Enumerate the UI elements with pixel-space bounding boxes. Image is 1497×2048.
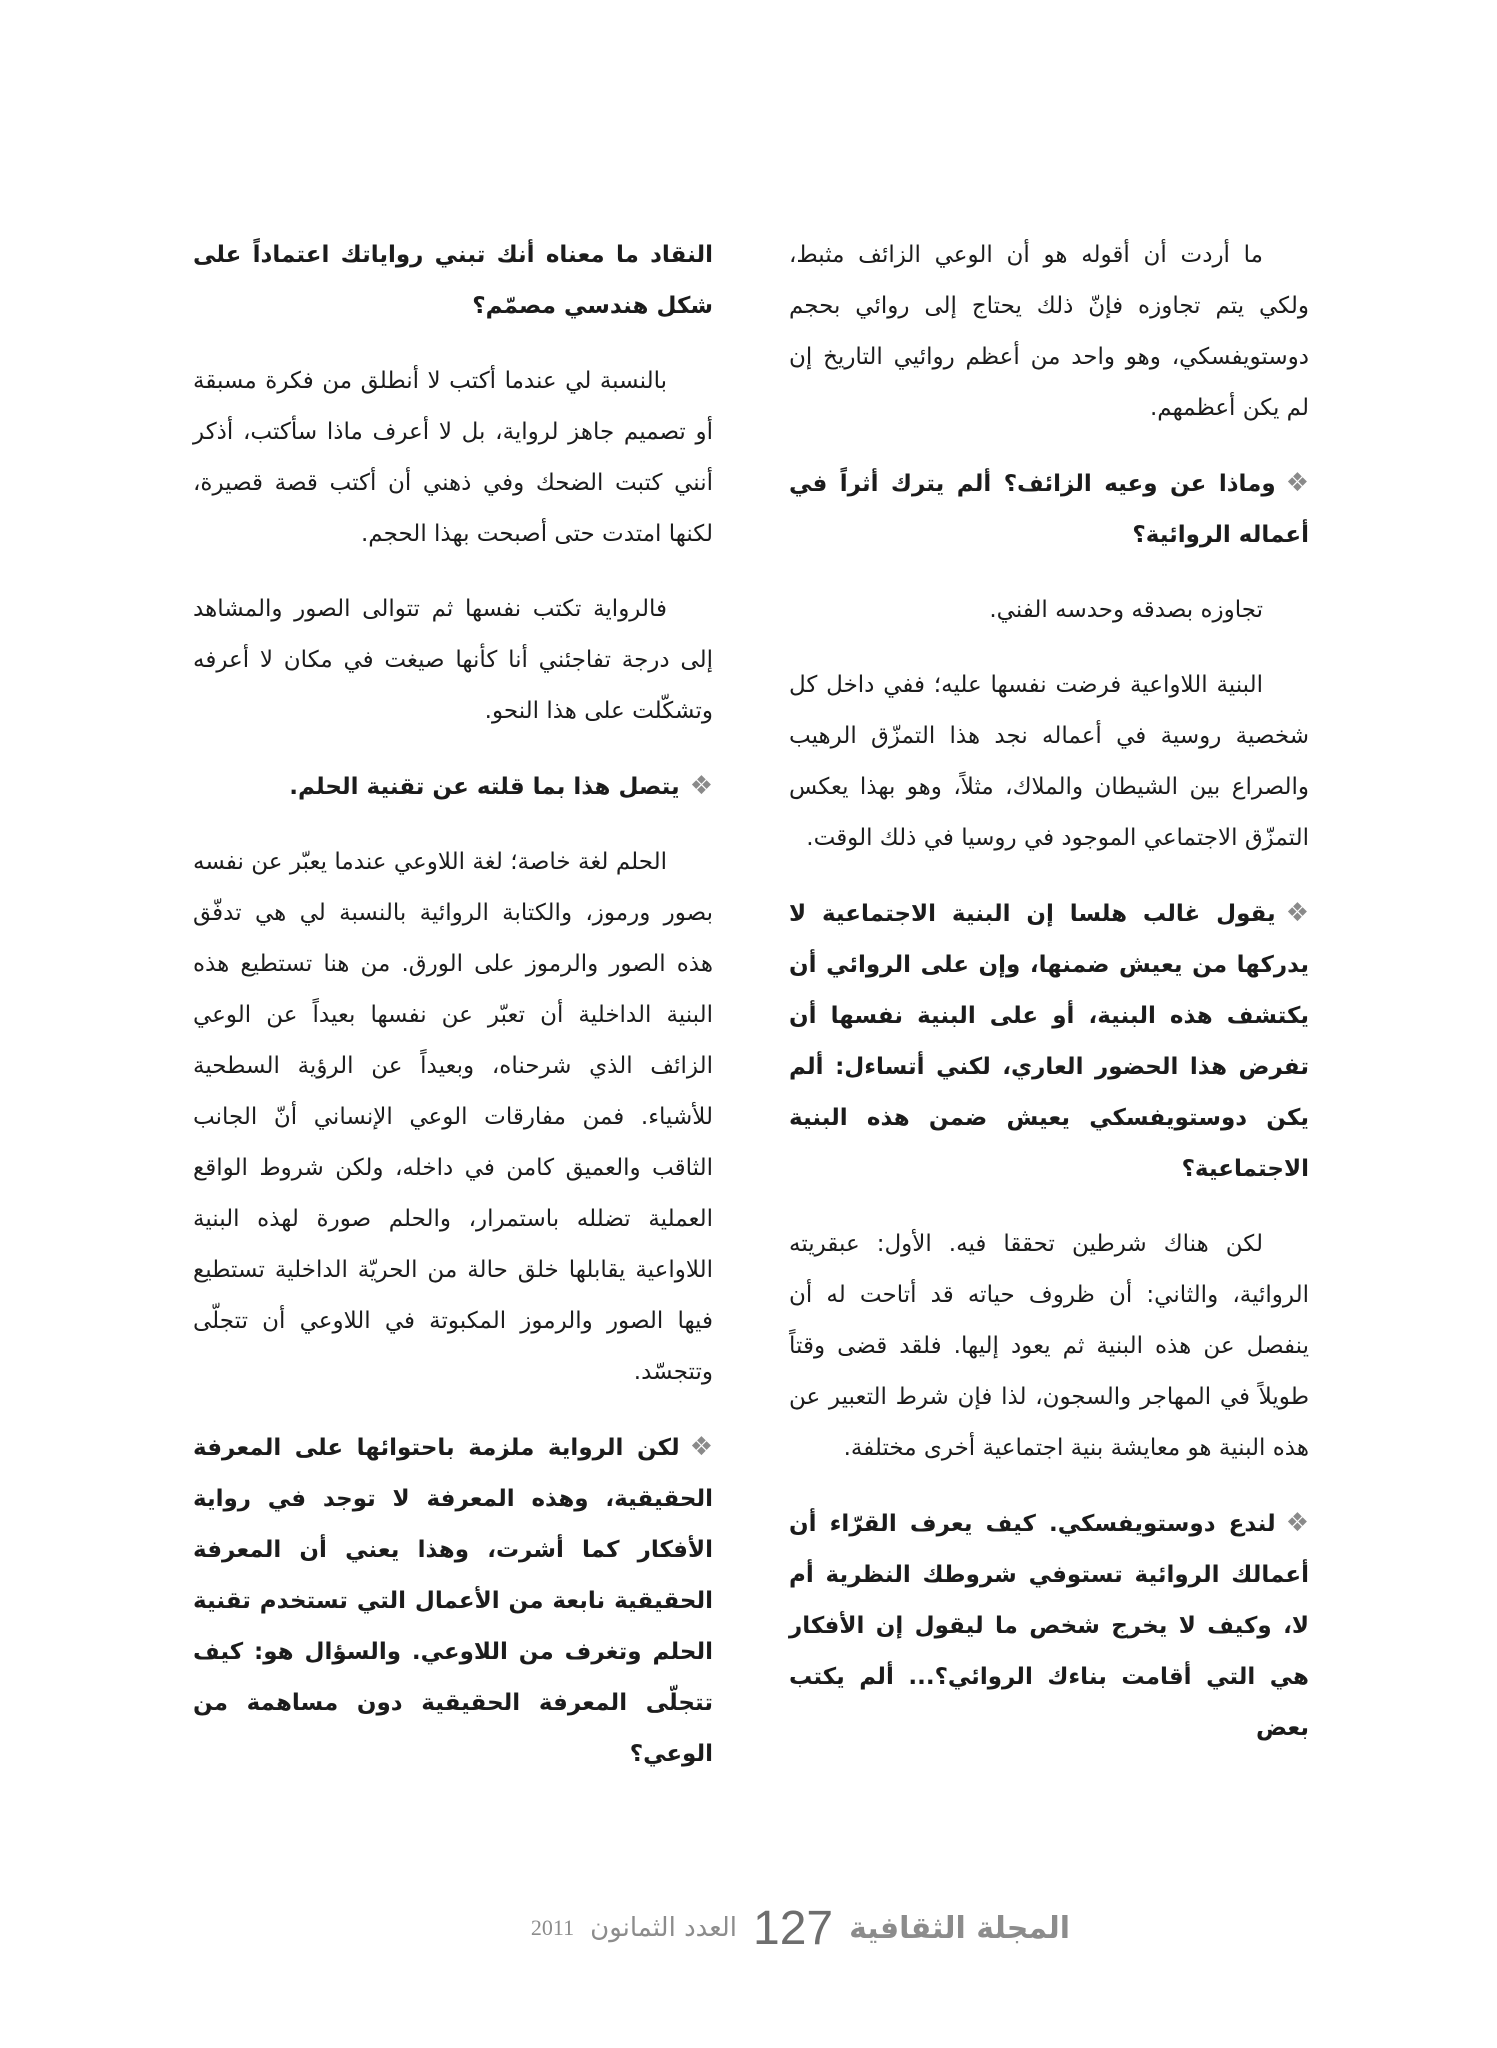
interview-question [789, 458, 1309, 561]
page-number: 127 [753, 1901, 834, 1955]
paragraph-text: يقول غالب هلسا إن البنية الاجتماعية لا يدركها من يعيش ضمنها، وإن على الروائي أن يكتشف هذه البنية، أو على البنية نفسها أن تفرض هذا الحضور العاري، لكني أتساءل: ألم يكن دوستويفسكي يعيش ضمن هذه البنية الاجتماعية؟ [789, 901, 1309, 1182]
interview-answer [789, 230, 1309, 434]
interview-question [193, 230, 713, 332]
paragraph-text: لكن الرواية ملزمة باحتوائها على المعرفة الحقيقية، وهذه المعرفة لا توجد في رواية الأفكار كما أشرت، وهذا يعني أن المعرفة الحقيقية نابعة من الأعمال التي تستخدم تقنية الحلم وتغرف من اللاوعي. والسؤال هو: كيف تتجلّى المعرفة الحقيقية دون مساهمة من الوعي؟ [193, 1435, 713, 1767]
paragraph-text: فالرواية تكتب نفسها ثم تتوالى الصور والمشاهد إلى درجة تفاجئني أنا كأنها صيغت في مكان لا أعرفه وتشكّلت على هذا النحو. [193, 596, 713, 724]
issue-year: 2011 [530, 1915, 575, 1940]
paragraph-text: بالنسبة لي عندما أكتب لا أنطلق من فكرة مسبقة أو تصميم جاهز لرواية، بل لا أعرف ماذا سأكتب، أذكر أنني كتبت الضحك وفي ذهني أن أكتب قصة قصيرة، لكنها امتدت حتى أصبحت بهذا الحجم. [193, 368, 713, 547]
paragraph-text: البنية اللاواعية فرضت نفسها عليه؛ ففي داخل كل شخصية روسية في أعماله نجد هذا التمزّق الرهيب والصراع بين الشيطان والملاك، مثلاً، وهو بهذا يعكس التمزّق الاجتماعي الموجود في روسيا في ذلك الوقت. [789, 672, 1309, 851]
diamond-bullet-icon: ❖ [1285, 1508, 1309, 1538]
paragraph-text: ما أردت أن أقوله هو أن الوعي الزائف مثبط، ولكي يتم تجاوزه فإنّ ذلك يحتاج إلى روائي بحجم دوستويفسكي، وهو واحد من أعظم روائيي التاريخ إن لم يكن أعظمهم. [789, 242, 1309, 421]
paragraph-text: النقاد ما معناه أنك تبني رواياتك اعتماداً على شكل هندسي مصمّم؟ [193, 242, 713, 319]
interview-question [789, 1498, 1309, 1754]
interview-answer [193, 356, 713, 560]
paragraph-text: لكن هناك شرطين تحققا فيه. الأول: عبقريته الروائية، والثاني: أن ظروف حياته قد أتاحت له أن ينفصل عن هذه البنية ثم يعود إليها. فلقد قضى وقتاً طويلاً في المهاجر والسجون، لذا فإن شرط التعبير عن هذه البنية هو معايشة بنية اجتماعية أخرى مختلفة. [789, 1231, 1309, 1461]
paragraph-text: يتصل هذا بما قلته عن تقنية الحلم. [289, 774, 680, 800]
paragraph-text: وماذا عن وعيه الزائف؟ ألم يترك أثراً في أعماله الروائية؟ [789, 471, 1309, 548]
interview-question [193, 1422, 713, 1780]
interview-answer [193, 837, 713, 1398]
interview-answer [789, 660, 1309, 864]
paragraph-text: تجاوزه بصدقه وحدسه الفني. [989, 597, 1263, 623]
interview-answer [789, 1219, 1309, 1474]
article-column-right [789, 230, 1309, 1778]
interview-question [193, 761, 713, 813]
page-footer [430, 1898, 1070, 1958]
interview-answer [789, 585, 1309, 636]
paragraph-text: الحلم لغة خاصة؛ لغة اللاوعي عندما يعبّر عن نفسه بصور ورموز، والكتابة الروائية بالنسبة لي هي تدفّق هذه الصور والرموز على الورق. من هنا تستطيع هذه البنية الداخلية أن تعبّر عن نفسها بعيداً عن الوعي الزائف الذي شرحناه، وبعيداً عن الرؤية السطحية للأشياء. فمن مفارقات الوعي الإنساني أنّ الجانب الثاقب والعميق كامن في داخله، ولكن شروط الواقع العملية تضلله باستمرار، والحلم صورة لهذه البنية اللاواعية يقابلها خلق حالة من الحريّة الداخلية تستطيع فيها الصور والرموز المكبوتة في اللاوعي أن تتجلّى وتتجسّد. [193, 849, 713, 1385]
paragraph-text: لندع دوستويفسكي. كيف يعرف القرّاء أن أعمالك الروائية تستوفي شروطك النظرية أم لا، وكيف لا يخرج شخص ما ليقول إن الأفكار هي التي أقامت بناءك الروائي؟... ألم يكتب بعض [789, 1511, 1309, 1741]
diamond-bullet-icon: ❖ [1285, 468, 1309, 498]
magazine-name: المجلة الثقافية [849, 1910, 1070, 1946]
diamond-bullet-icon: ❖ [689, 771, 713, 801]
diamond-bullet-icon: ❖ [689, 1432, 713, 1462]
interview-answer [193, 584, 713, 737]
issue-label: العدد الثمانون [590, 1913, 737, 1943]
diamond-bullet-icon: ❖ [1285, 898, 1309, 928]
interview-question [789, 888, 1309, 1195]
article-column-left [193, 230, 713, 1804]
